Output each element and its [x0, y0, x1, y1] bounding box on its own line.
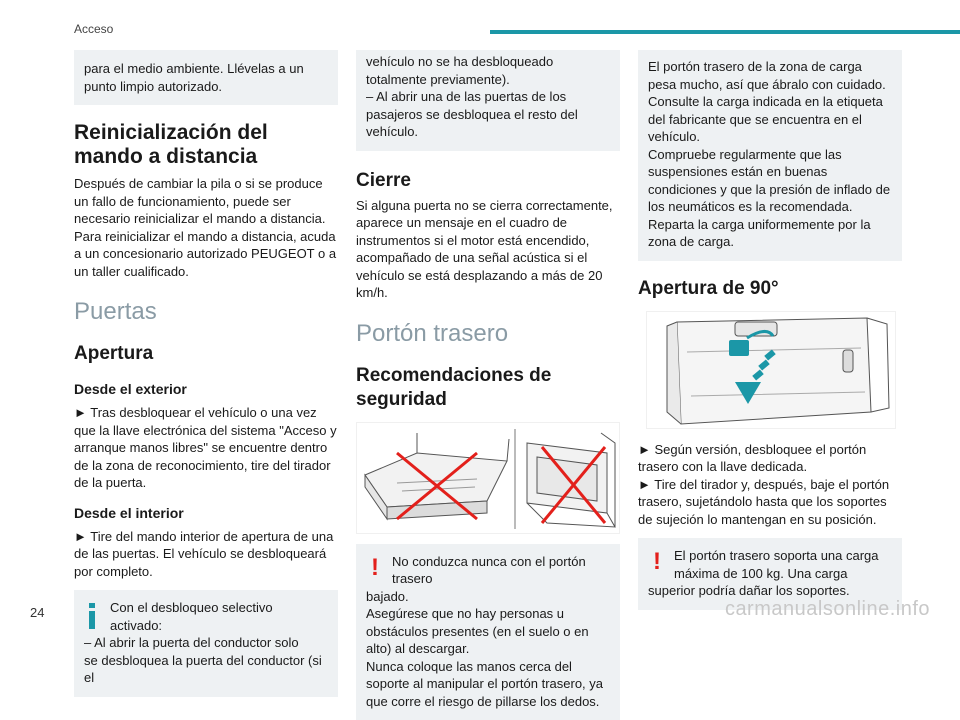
capacity-warning-line-2: máxima de 100 kg. Una carga superior podría dañar los soportes. [648, 565, 892, 600]
capacity-warning-line-1: El portón trasero soporta una carga [648, 547, 892, 565]
continued-note-text: para el medio ambiente. Llévelas a un punto limpio autorizado. [84, 60, 328, 95]
watermark: carmanualsonline.info [725, 598, 930, 621]
heading-recomendaciones: Recomendaciones de seguridad [356, 364, 620, 412]
peugeot-lion-emblem [729, 340, 749, 356]
section-title: Acceso [74, 22, 113, 36]
continued-info-line-1: vehículo no se ha desbloqueado totalmente previamente). [366, 53, 610, 88]
heading-cierre: Cierre [356, 169, 620, 193]
info-line-2: – Al abrir la puerta del conductor solo [84, 634, 328, 652]
header-accent-bar [490, 30, 960, 34]
cierre-paragraph: Si alguna puerta no se cierra correctamente, aparece un mensaje en el cuadro de instrumentos si el motor está encendido, acompañado de una señal acústica si el vehículo se está desplazando a más de 20 km/h. [356, 197, 620, 302]
load-warning-paragraph-4: Reparta la carga uniformemente por la zona de carga. [648, 216, 892, 251]
tailgate-warning-illustration [357, 423, 621, 535]
info-notice [74, 590, 338, 697]
column-1 [74, 50, 338, 697]
heading-porton-trasero: Portón trasero [356, 320, 620, 348]
step-1-paragraph: ► Según versión, desbloquee el portón trasero con la llave dedicada. [638, 441, 902, 476]
interior-paragraph: ► Tire del mando interior de apertura de una de las puertas. El vehículo se desbloqueará por completo. [74, 528, 338, 581]
heading-puertas: Puertas [74, 298, 338, 326]
page-number: 24 [30, 605, 44, 620]
warning-line-1: No conduzca nunca con el portón trasero [366, 553, 610, 588]
info-line-1: Con el desbloqueo selectivo activado: [84, 599, 328, 634]
heading-desde-exterior: Desde el exterior [74, 380, 338, 398]
tailgate-opening-figure [646, 311, 896, 429]
continued-info-line-2: – Al abrir una de las puertas de los pasajeros se desbloquea el resto del vehículo. [366, 88, 610, 141]
reinit-paragraph-2: Para reinicializar el mando a distancia, acuda a un concesionario autorizado PEUGEOT o a un taller cualificado. [74, 228, 338, 281]
heading-apertura: Apertura [74, 342, 338, 366]
load-warning-paragraph-3: Compruebe regularmente que las suspensiones están en buenas condiciones y que la presión de inflado de los neumáticos es la recomendada. [648, 146, 892, 216]
continued-info-box [356, 50, 620, 151]
reinit-paragraph-1: Después de cambiar la pila o si se produce un fallo de funcionamiento, puede ser necesario reinicializar el mando a distancia. [74, 175, 338, 228]
info-icon [84, 599, 102, 633]
load-warning-paragraph-1: El portón trasero de la zona de carga pesa mucho, así que ábralo con cuidado. [648, 58, 892, 93]
heading-apertura-90: Apertura de 90° [638, 277, 902, 301]
warning-line-2: bajado. [366, 588, 610, 606]
heading-desde-interior: Desde el interior [74, 504, 338, 522]
load-warning-box [638, 50, 902, 261]
warning-notice [356, 544, 620, 720]
load-warning-paragraph-2: Consulte la carga indicada en la etiqueta del fabricante que se encuentra en el vehículo. [648, 93, 892, 146]
info-line-3: se desbloquea la puerta del conductor (si el [84, 652, 328, 687]
warning-paragraph-2: Asegúrese que no hay personas u obstáculos presentes (en el suelo o en alto) al descargar. [366, 605, 610, 658]
warning-paragraph-3: Nunca coloque las manos cerca del soporte al manipular el portón trasero, ya que corre el riesgo de pillarse los dedos. [366, 658, 610, 711]
column-2 [356, 50, 620, 720]
step-2-paragraph: ► Tire del tirador y, después, baje el portón trasero, sujetándolo hasta que los soportes de sujeción lo mantengan en su posición. [638, 476, 902, 529]
column-3 [638, 50, 902, 610]
continued-note-box [74, 50, 338, 105]
tailgate-opening-illustration [647, 312, 897, 430]
warning-exclamation-icon: ! [366, 553, 384, 587]
tailgate-warning-figure [356, 422, 620, 534]
heading-reinicializacion: Reinicialización del mando a distancia [74, 121, 338, 169]
warning-exclamation-icon-2: ! [648, 547, 666, 581]
exterior-paragraph: ► Tras desbloquear el vehículo o una vez que la llave electrónica del sistema "Acceso y arranque manos libres" se encuentre dentro de la zona de reconocimiento, tire del tirador de la puerta. [74, 404, 338, 492]
